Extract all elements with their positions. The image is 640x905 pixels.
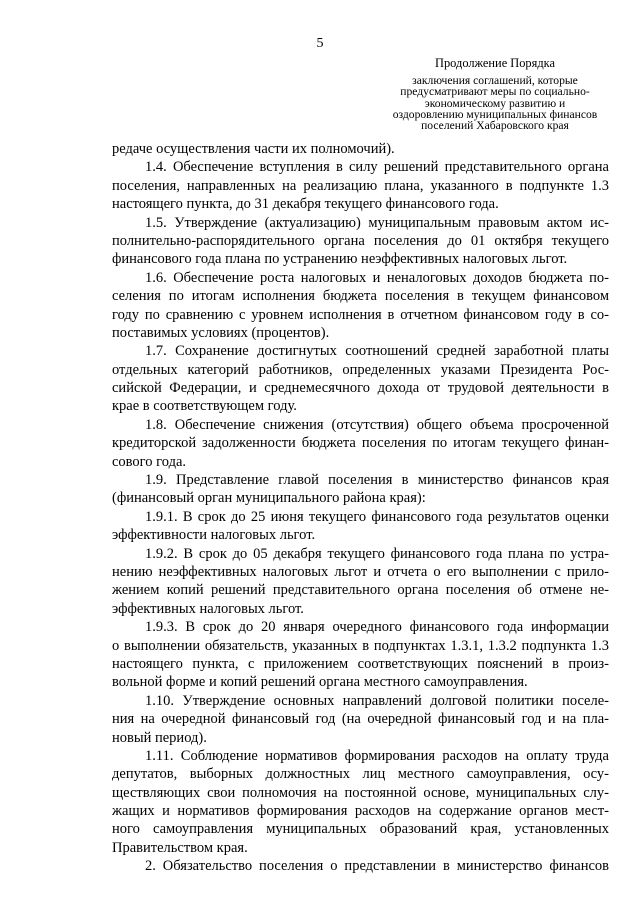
body-text-line: поселения, направленных на реализацию плана, указанного в подпункте 1.3 [112,177,609,194]
header-title: Продолжение Порядка [435,56,555,70]
body-text-line: 1.9.2. В срок до 05 декабря текущего финансового года плана по устра- [145,545,609,562]
document-header [375,58,615,131]
body-text-line: эффективности налоговых льгот. [112,527,316,544]
body-text-line: году по сравнению с уровнем исполнения в отчетном финансовом году в со- [112,306,609,323]
body-text-line: 1.11. Соблюдение нормативов формирования расходов на оплату труда [145,747,609,764]
body-text-line: отдельных категорий работников, определенных указами Президента Рос- [112,361,609,378]
page-number: 5 [316,36,324,51]
body-text-line: 1.10. Утверждение основных направлений долговой политики поселе- [145,692,609,709]
header-line: экономическому развитию и [424,96,566,110]
body-text-line: 2. Обязательство поселения о представлении в министерство финансов [145,858,609,875]
body-text-line: 1.4. Обеспечение вступления в силу решений представительного органа [145,159,609,176]
body-text-line: сового года. [112,453,187,470]
body-text-line: поставимых условиях (процентов). [112,324,330,341]
body-text-line: 1.8. Обеспечение снижения (отсутствия) общего объема просроченной [145,416,609,433]
body-text-line: 1.9.3. В срок до 20 января очередного финансового года информации [145,619,609,636]
header-line: предусматривают меры по социально- [400,85,590,99]
body-text-line: настоящего пункта, до 31 декабря текущего финансового года. [112,196,499,213]
body-text-line: новый период). [112,729,207,746]
body-text-line: (финансовый орган муниципального района края): [112,490,426,507]
body-text-line: 1.6. Обеспечение роста налоговых и неналоговых доходов бюджета по- [145,269,609,286]
body-text-line: Правительством края. [112,839,248,856]
header-line: поселений Хабаровского края [421,119,569,133]
body-text-line: депутатов, выборных должностных лиц местного самоуправления, осу- [112,766,609,783]
body-text-line: редаче осуществления части их полномочий). [112,141,395,157]
header-line: оздоровлению муниципальных финансов [392,107,598,121]
body-text-line: полнительно-распорядительного органа поселения до 01 октября текущего [112,232,609,249]
body-text-line: настоящего пункта, с приложением соответствующих пояснений в произ- [112,655,609,672]
body-text-line: вольной форме и копий решений органа местного самоуправления. [112,674,528,691]
body-text-line: крае в соответствующем году. [112,398,297,415]
body-text-line: 1.9.1. В срок до 25 июня текущего финансового года результатов оценки [145,508,609,525]
body-text-line: финансового года плана по устранению неэффективных налоговых льгот. [112,251,568,268]
body-text-line: ществляющих свои полномочия на постоянной основе, муниципальных слу- [112,784,609,801]
body-text-line: сийской Федерации, и среднемесячного дохода от трудовой деятельности в [112,380,609,397]
body-text-line: жащих и нормативов формирования расходов на содержание органов мест- [112,803,609,820]
body-text-line: 1.7. Сохранение достигнутых соотношений средней заработной платы [145,343,609,360]
body-text-line: нению неэффективных налоговых льгот и отчета о его выполнении с прило- [112,563,609,580]
body-text-line: 1.9. Представление главой поселения в министерство финансов края [145,472,609,489]
body-text-line: 1.5. Утверждение (актуализацию) муниципальным правовым актом ис- [145,214,609,231]
body-text-line: селения по итогам исполнения бюджета поселения в текущем финансовом [112,288,609,305]
body-text-line: эффективных налоговых льгот. [112,600,304,617]
body-text-line: жением копий решений представительного органа поселения об отмене не- [112,582,609,599]
body-text-line: ного самоуправления муниципальных образований края, установленных [112,821,609,838]
body-text-line: кредиторской задолженности бюджета поселения по итогам текущего финан- [112,435,609,452]
body-text-line: о выполнении обязательств, указанных в подпунктах 1.3.1, 1.3.2 подпункта 1.3 [112,637,609,654]
body-text-line: ния на очередной финансовый год (на очередной финансовый год и на пла- [112,711,609,728]
document-body [112,140,609,876]
header-line: заключения соглашений, которые [412,74,578,88]
